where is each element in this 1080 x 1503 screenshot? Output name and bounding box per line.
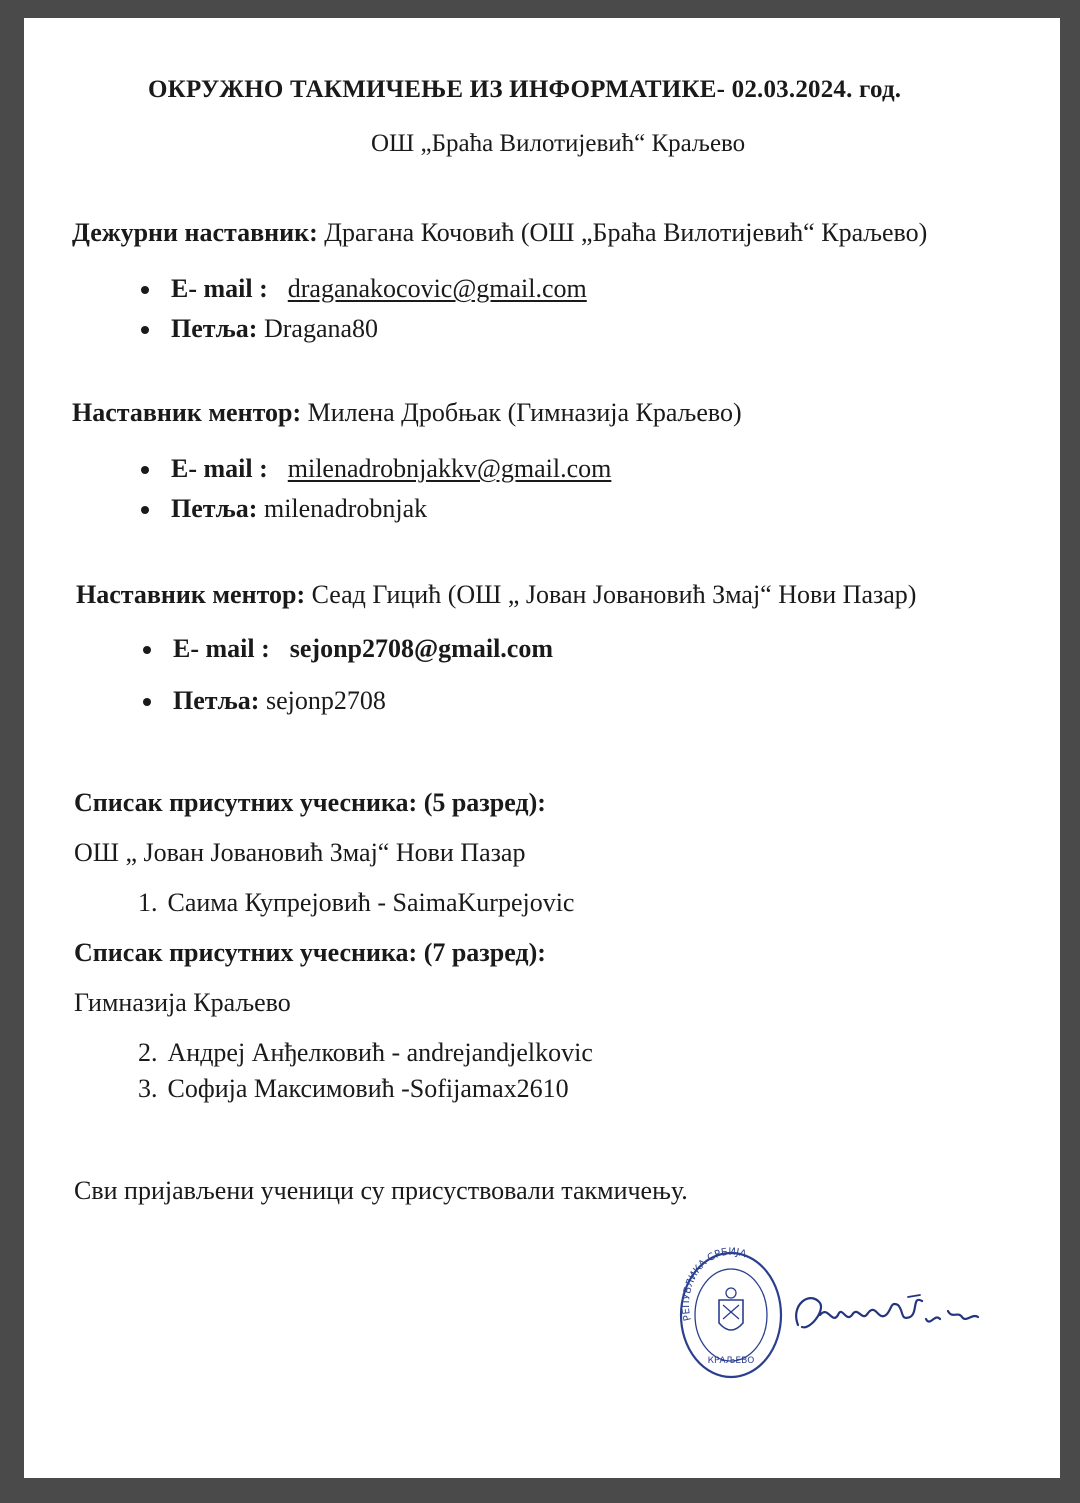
participant-item	[138, 888, 574, 918]
school-name-grade-7: Гимназија Краљево	[74, 988, 291, 1017]
mentor-role: Наставник ментор:	[72, 398, 302, 427]
stamp-bottom-text: КРАЉЕВО	[707, 1356, 755, 1366]
participant-number: 2.	[138, 1038, 158, 1067]
email-label: E- mail :	[173, 634, 270, 663]
mentor-petlja-item	[171, 494, 427, 524]
document-sheet	[24, 18, 1060, 1478]
email-label: E- mail :	[171, 274, 268, 303]
svg-text:РЕПУБЛИКА СРБИЈА	[681, 1247, 748, 1322]
duty-teacher-role: Дежурни наставник:	[72, 218, 318, 247]
participant-text: Саима Купрејовић - SaimaKurpejovic	[167, 888, 575, 917]
participant-item	[138, 1074, 569, 1104]
closing-statement: Сви пријављени ученици су присуствовали такмичењу.	[74, 1176, 688, 1205]
duty-teacher-email-item	[171, 274, 587, 304]
mentor-role-2: Наставник ментор:	[76, 580, 306, 609]
duty-teacher-petlja: Dragana80	[257, 314, 379, 343]
petlja-label: Петља:	[173, 686, 260, 715]
stamp-coat-of-arms-icon	[719, 1288, 743, 1330]
document-title: ОКРУЖНО ТАКМИЧЕЊЕ ИЗ ИНФОРМАТИКЕ- 02.03.2024. год.	[148, 76, 902, 103]
duty-teacher-name: Драгана Кочовић (ОШ „Браћа Вилотијевић“ Краљево)	[317, 218, 928, 247]
duty-teacher-email-link[interactable]: draganakocovic@gmail.com	[287, 274, 587, 303]
participants-heading-grade-7: Списак присутних учесника: (7 разред):	[74, 938, 546, 967]
duty-teacher-petlja-item	[171, 314, 378, 344]
mentor-teacher-line-2	[76, 580, 916, 610]
mentor-email-link[interactable]: milenadrobnjakkv@gmail.com	[287, 454, 612, 483]
participant-item	[138, 1038, 593, 1068]
petlja-label: Петља:	[171, 494, 258, 523]
mentor-teacher-line	[72, 398, 742, 428]
mentor-email-item-2	[173, 634, 553, 664]
school-name-grade-5: ОШ „ Јован Јовановић Змај“ Нови Пазар	[74, 838, 526, 867]
mentor-petlja-2: sejonp2708	[259, 686, 386, 715]
school-subtitle: ОШ „Браћа Вилотијевић“ Краљево	[371, 130, 746, 157]
mentor-petlja-item-2	[173, 686, 386, 716]
mentor-email-item	[171, 454, 611, 484]
participant-number: 3.	[138, 1074, 158, 1103]
mentor-name: Милена Дробњак (Гимназија Краљево)	[301, 398, 742, 427]
mentor-email-2[interactable]: sejonp2708@gmail.com	[289, 634, 553, 663]
participant-number: 1.	[138, 888, 158, 917]
school-stamp-seal	[676, 1245, 786, 1380]
duty-teacher-line	[72, 218, 927, 248]
mentor-petlja: milenadrobnjak	[257, 494, 428, 523]
participants-heading-grade-5: Списак присутних учесника: (5 разред):	[74, 788, 546, 817]
petlja-label: Петља:	[171, 314, 258, 343]
stamp-outer-text: РЕПУБЛИКА СРБИЈА	[680, 1246, 748, 1322]
email-label: E- mail :	[171, 454, 268, 483]
handwritten-signature	[780, 1275, 990, 1355]
participant-text: Андреј Анђелковић - andrejandjelkovic	[167, 1038, 593, 1067]
participant-text: Софија Максимовић -Sofijamax2610	[167, 1074, 569, 1103]
mentor-name-2: Сеад Гицић (ОШ „ Јован Јовановић Змај“ Нови Пазар)	[305, 580, 917, 609]
